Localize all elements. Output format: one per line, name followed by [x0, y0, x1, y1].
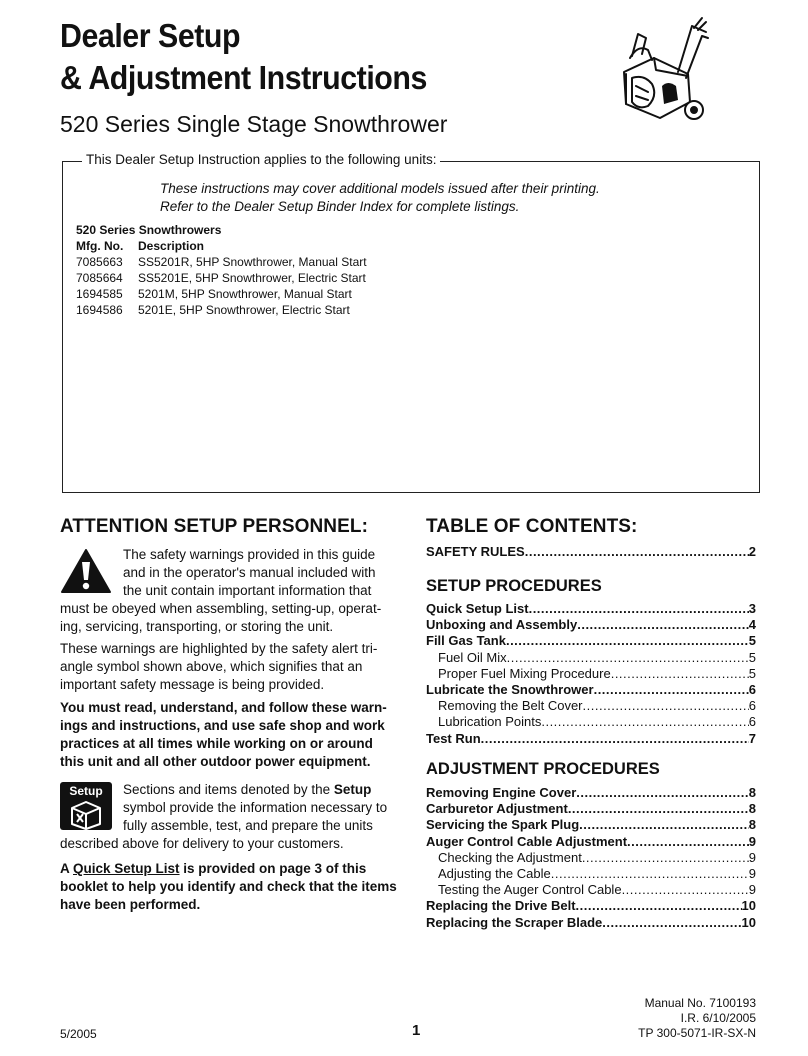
units-note: [160, 180, 600, 216]
toc-leader-dots: [622, 882, 749, 898]
toc-entry-page: 3: [748, 601, 756, 616]
attention-para-3: You must read, understand, and follow these warn-ings and instructions, and use safe shop and work practices at all times while working on or around this unit and all other outdoor power equipment.: [60, 700, 387, 769]
unit-description: SS5201R, 5HP Snowthrower, Manual Start: [138, 255, 367, 269]
toc-entry[interactable]: [426, 666, 756, 682]
quick-setup-list-link[interactable]: Quick Setup List: [73, 861, 180, 876]
unit-row: [76, 270, 367, 286]
toc-leader-dots: [577, 617, 749, 633]
setup-icon-label: Setup: [69, 784, 103, 798]
title-line-1: Dealer Setup: [60, 17, 241, 54]
unit-mfg-no: 7085664: [76, 271, 123, 285]
toc-entry-page: 5: [748, 633, 756, 649]
manual-number: Manual No. 7100193: [644, 996, 756, 1010]
toc-entry-label: Unboxing and Assembly: [426, 617, 578, 633]
toc-entry-label: Fill Gas Tank: [426, 633, 506, 649]
toc-entry-page: 10: [741, 898, 756, 914]
units-table-header: [76, 238, 367, 254]
unit-mfg-no: 1694586: [76, 303, 123, 317]
toc-leader-dots: [576, 898, 742, 914]
unit-row: [76, 286, 367, 302]
toc-entry-page: 6: [748, 698, 756, 714]
para-5-post: is provided on page 3 of this booklet to help you identify and check that the items have been performed.: [60, 861, 397, 912]
toc-leader-dots: [506, 633, 749, 649]
box-icon: [60, 798, 112, 830]
toc-adjustment-heading: ADJUSTMENT PROCEDURES: [426, 760, 660, 778]
toc-leader-dots: [627, 834, 749, 850]
page-number: 1: [412, 1022, 421, 1039]
toc-entry[interactable]: [426, 801, 756, 817]
setup-box-icon: [60, 782, 112, 830]
toc-leader-dots: [611, 666, 749, 682]
snowthrower-illustration: [608, 14, 712, 134]
toc-leader-dots: [602, 915, 741, 931]
toc-leader-dots: [568, 801, 749, 817]
toc-entry[interactable]: [426, 915, 756, 931]
attention-para-4b: described above for delivery to your customers.: [60, 836, 344, 851]
toc-entry-page: 9: [748, 833, 756, 849]
toc-entry-page: 6: [748, 681, 756, 697]
toc-leader-dots: [582, 850, 749, 866]
para-5-pre: A: [60, 861, 73, 876]
units-group-title: 520 Series Snowthrowers: [76, 223, 222, 237]
units-box-legend: This Dealer Setup Instruction applies to the following units:: [82, 152, 440, 167]
toc-entry-label: Proper Fuel Mixing Procedure: [438, 665, 611, 681]
toc-entry-label: Test Run: [426, 730, 481, 746]
unit-mfg-no: 7085663: [76, 255, 123, 269]
title-line-2: & Adjustment Instructions: [60, 59, 427, 96]
tp-number: TP 300-5071-IR-SX-N: [638, 1026, 756, 1040]
unit-description: SS5201E, 5HP Snowthrower, Electric Start: [138, 271, 366, 285]
attention-para-4a: [123, 781, 398, 835]
toc-entry-page: 2: [748, 544, 756, 559]
subtitle: 520 Series Single Stage Snowthrower: [60, 111, 448, 137]
toc-entry[interactable]: [426, 633, 756, 649]
units-table: [76, 238, 367, 318]
toc-leader-dots: [551, 866, 749, 882]
toc-setup-list: [426, 601, 756, 747]
toc-adjustment-list: [426, 785, 756, 931]
col-mfg-no: Mfg. No.: [76, 239, 124, 253]
toc-entry[interactable]: [426, 834, 756, 850]
toc-entry-page: 9: [748, 882, 756, 898]
attention-para-1a: The safety warnings provided in this guide and in the operator's manual included with the unit contain important information that: [123, 547, 376, 598]
toc-entry[interactable]: [426, 817, 756, 833]
toc-entry-page: 9: [748, 865, 756, 881]
para-4a-pre: Sections and items denoted by the: [123, 782, 334, 797]
toc-entry[interactable]: [426, 898, 756, 914]
toc-entry-label: Fuel Oil Mix: [438, 649, 507, 665]
toc-entry[interactable]: [426, 601, 756, 617]
toc-leader-dots: [507, 650, 749, 666]
toc-leader-dots: [583, 698, 749, 714]
attention-heading: ATTENTION SETUP PERSONNEL:: [60, 516, 369, 537]
toc-entry-page: 10: [741, 914, 756, 930]
unit-row: [76, 254, 367, 270]
toc-entry-page: 5: [748, 665, 756, 681]
toc-entry[interactable]: [426, 850, 756, 866]
unit-row: [76, 302, 367, 318]
toc-leader-dots: [579, 817, 749, 833]
attention-para-5: [60, 860, 400, 914]
attention-para-2: These warnings are highlighted by the safety alert tri-angle symbol shown above, which signifies that an important safety message is being provided.: [60, 641, 378, 692]
toc-entry[interactable]: [426, 785, 756, 801]
toc-entry-label: Lubrication Points: [438, 714, 542, 730]
toc-entry[interactable]: [426, 650, 756, 666]
toc-entry-label: Auger Control Cable Adjustment: [426, 833, 628, 849]
footer-info: [638, 996, 756, 1041]
toc-entry-label: SAFETY RULES: [426, 544, 525, 559]
toc-entry-page: 5: [748, 649, 756, 665]
unit-mfg-no: 1694585: [76, 287, 123, 301]
toc-entry-label: Removing the Belt Cover: [438, 698, 583, 714]
toc-leader-dots: [529, 601, 749, 617]
toc-entry-label: Removing Engine Cover: [426, 785, 577, 800]
toc-entry[interactable]: [426, 617, 756, 633]
toc-heading: TABLE OF CONTENTS:: [426, 516, 638, 537]
toc-entry-page: 6: [748, 714, 756, 730]
toc-entry-label: Testing the Auger Control Cable: [438, 882, 622, 898]
toc-entry-label: Servicing the Spark Plug: [426, 817, 580, 833]
toc-entry-label: Replacing the Drive Belt: [426, 898, 576, 914]
toc-entry[interactable]: [426, 731, 756, 747]
footer-date: 5/2005: [60, 1027, 97, 1041]
unit-description: 5201E, 5HP Snowthrower, Electric Start: [138, 303, 350, 317]
toc-safety-list: [426, 544, 756, 560]
toc-entry-page: 7: [748, 730, 756, 746]
toc-setup-heading: SETUP PROCEDURES: [426, 577, 602, 595]
toc-entry-label: Replacing the Scraper Blade: [426, 914, 603, 930]
toc-entry[interactable]: [426, 544, 756, 560]
toc-leader-dots: [576, 785, 749, 801]
toc-entry[interactable]: [426, 882, 756, 898]
warning-triangle-icon: [60, 548, 112, 594]
toc-entry-page: 9: [748, 849, 756, 865]
units-note-line-2: Refer to the Dealer Setup Binder Index for complete listings.: [160, 199, 520, 214]
para-4a-post: symbol provide the information necessary to fully assemble, test, and prepare the units: [123, 800, 388, 833]
toc-entry[interactable]: [426, 714, 756, 730]
toc-entry[interactable]: [426, 682, 756, 698]
toc-entry-label: Quick Setup List: [426, 601, 529, 616]
toc-entry-label: Carburetor Adjustment: [426, 801, 568, 817]
toc-leader-dots: [594, 682, 749, 698]
toc-entry-page: 8: [748, 785, 756, 800]
ir-date: I.R. 6/10/2005: [680, 1011, 756, 1025]
unit-description: 5201M, 5HP Snowthrower, Manual Start: [138, 287, 352, 301]
toc-entry[interactable]: [426, 866, 756, 882]
toc-entry-label: Lubricate the Snowthrower: [426, 681, 594, 697]
toc-entry-page: 8: [748, 817, 756, 833]
toc-leader-dots: [481, 731, 749, 747]
toc-entry-label: Checking the Adjustment: [438, 849, 582, 865]
toc-entry[interactable]: [426, 698, 756, 714]
toc-entry-page: 8: [748, 801, 756, 817]
col-description: Description: [138, 239, 205, 253]
toc-entry-page: 4: [748, 617, 756, 633]
para-4a-bold: Setup: [333, 782, 372, 797]
toc-entry-label: Adjusting the Cable: [438, 865, 551, 881]
toc-leader-dots: [525, 544, 749, 560]
toc-leader-dots: [541, 714, 748, 730]
attention-para-1b: must be obeyed when assembling, setting-up, operat-ing, servicing, transporting, or storing the unit.: [60, 601, 382, 634]
units-note-line-1: These instructions may cover additional models issued after their printing.: [160, 181, 600, 196]
